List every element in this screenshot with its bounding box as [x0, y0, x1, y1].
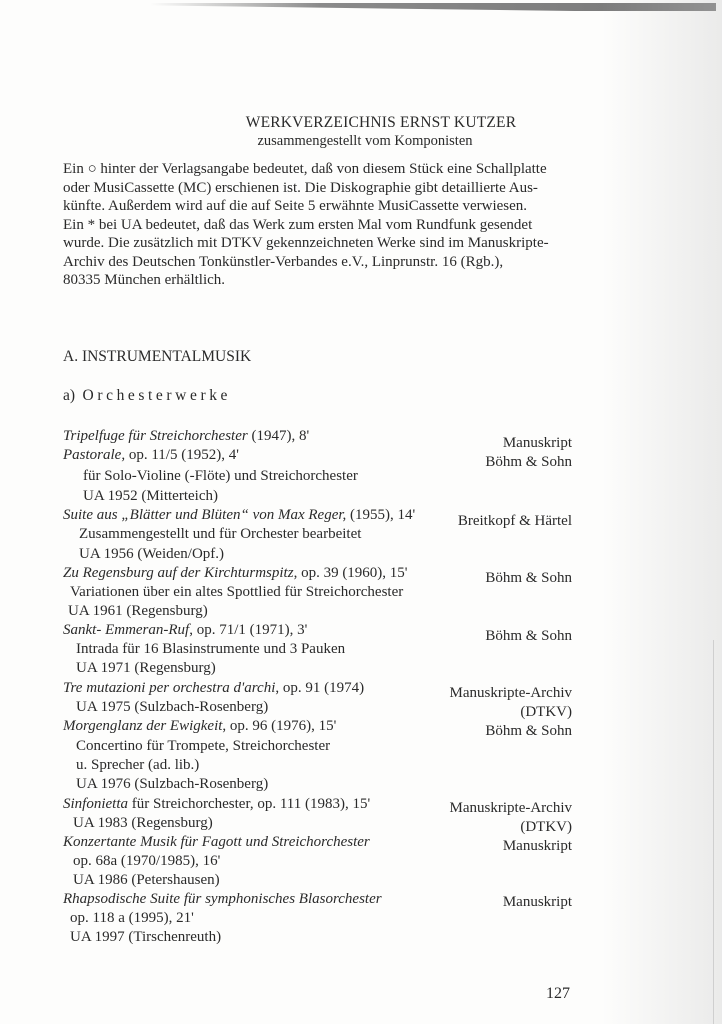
- page-number: 127: [546, 985, 570, 1002]
- work-title: [63, 507, 415, 524]
- work-title-meta: , op. 71/1 (1971), 3': [189, 622, 308, 638]
- work-publisher: [458, 512, 572, 531]
- work-detail: UA 1986 (Petershausen): [73, 872, 220, 888]
- work-publisher: [485, 627, 572, 646]
- work-detail: UA 1997 (Tirschenreuth): [70, 929, 222, 945]
- work-title-italic: Konzertante Musik für Fagott und Streichorchester: [63, 834, 370, 850]
- publisher-line: Manuskripte-Archiv: [449, 685, 572, 701]
- publisher-line: (DTKV): [520, 819, 572, 835]
- work-detail: Concertino für Trompete, Streichorchester: [76, 738, 331, 754]
- work-title-italic: Sankt- Emmeran-Ruf: [63, 622, 190, 638]
- publisher-line: Böhm & Sohn: [485, 570, 572, 586]
- work-title-meta: op. 11/5 (1952), 4': [125, 447, 239, 463]
- work-detail: op. 68a (1970/1985), 16': [73, 853, 221, 869]
- subsection-label: Orchesterwerke: [82, 387, 232, 404]
- publisher-line: Manuskript: [502, 435, 572, 451]
- scan-edge-bar: [150, 3, 716, 11]
- page-title: WERKVERZEICHNIS ERNST KUTZER: [245, 114, 517, 131]
- work-title-italic: Zu Regensburg auf der Kirchturmspitz: [63, 565, 294, 581]
- intro-line: Ein ○ hinter der Verlagsangabe bedeutet, daß von diesem Stück eine Schallplatte: [63, 161, 547, 177]
- work-title: [63, 718, 336, 735]
- publisher-line: Breitkopf & Härtel: [457, 513, 572, 529]
- work-title-meta: für Streichorchester, op. 111 (1983), 15': [128, 796, 371, 812]
- work-detail: Zusammengestellt und für Orchester bearbeitet: [79, 526, 362, 542]
- work-detail: für Solo-Violine (-Flöte) und Streichorchester: [83, 468, 358, 484]
- intro-line: wurde. Die zusätzlich mit DTKV gekennzeichneten Werke sind im Manuskripte-: [63, 235, 549, 251]
- work-detail: UA 1952 (Mitterteich): [83, 488, 218, 504]
- work-detail: UA 1971 (Regensburg): [76, 660, 216, 676]
- page-header: [0, 114, 722, 150]
- work-publisher: [485, 453, 572, 472]
- work-title-italic: Sinfonietta: [63, 796, 128, 812]
- work-title: [63, 428, 309, 445]
- work-title: [63, 680, 364, 697]
- work-title-italic: Tre mutazioni per orchestra d'archi: [63, 680, 276, 696]
- work-detail: op. 118 a (1995), 21': [70, 910, 194, 926]
- work-publisher: [503, 893, 572, 912]
- scan-edge-line: [713, 640, 714, 1024]
- work-title: [63, 891, 382, 908]
- page-subtitle: zusammengestellt vom Komponisten: [257, 133, 473, 149]
- work-title: [63, 565, 408, 582]
- intro-line: Archiv des Deutschen Tonkünstler-Verbandes e.V., Linprunstr. 16 (Rgb.),: [63, 253, 504, 270]
- work-title-meta: , op. 39 (1960), 15': [293, 565, 408, 581]
- intro-line: oder MusiCassette (MC) erschienen ist. Die Diskographie gibt detaillierte Aus-: [63, 179, 538, 196]
- work-title: [63, 796, 370, 813]
- work-title-italic: Rhapsodische Suite für symphonisches Blasorchester: [63, 891, 382, 907]
- work-detail: UA 1975 (Sulzbach-Rosenberg): [76, 699, 269, 715]
- section-heading: A. INSTRUMENTALMUSIK: [63, 348, 252, 365]
- subsection-heading: [63, 387, 231, 405]
- work-title-meta: , op. 91 (1974): [275, 680, 365, 696]
- work-title-meta: , op. 96 (1976), 15': [222, 718, 337, 734]
- work-title: [63, 834, 370, 851]
- work-publisher: [450, 684, 572, 741]
- work-title-meta: (1947), 8': [247, 428, 310, 444]
- work-publisher: [485, 569, 572, 588]
- publisher-line: Böhm & Sohn: [485, 723, 572, 739]
- intro-paragraph: [63, 160, 633, 290]
- subsection-prefix: a): [63, 387, 76, 404]
- work-detail: Intrada für 16 Blasinstrumente und 3 Pauken: [76, 641, 346, 657]
- work-detail: u. Sprecher (ad. lib.): [76, 757, 200, 773]
- intro-line: künfte. Außerdem wird auf die auf Seite 5 erwähnte MusiCassette verwiesen.: [63, 198, 528, 214]
- publisher-line: Manuskript: [502, 838, 572, 854]
- intro-line: Ein * bei UA bedeutet, daß das Werk zum ersten Mal vom Rundfunk gesendet: [63, 216, 533, 233]
- work-title: [63, 622, 307, 639]
- work-publisher: [450, 799, 572, 856]
- work-detail: UA 1983 (Regensburg): [73, 815, 213, 831]
- work-title-italic: Tripelfuge für Streichorchester: [63, 428, 248, 444]
- work-title: [63, 447, 239, 464]
- publisher-line: Böhm & Sohn: [485, 628, 572, 644]
- publisher-line: Manuskript: [502, 894, 572, 910]
- work-publisher: [503, 434, 572, 453]
- publisher-line: Böhm & Sohn: [485, 454, 572, 470]
- publisher-line: (DTKV): [520, 704, 572, 720]
- work-detail: Variationen über ein altes Spottlied für Streichorchester: [70, 584, 404, 600]
- work-title-italic: Suite aus „Blätter und Blüten“ von Max Reger,: [63, 507, 347, 523]
- work-title-italic: Morgenglanz der Ewigkeit: [63, 718, 223, 734]
- work-detail: UA 1976 (Sulzbach-Rosenberg): [76, 776, 269, 792]
- work-title-italic: Pastorale,: [63, 447, 126, 463]
- scan-shadow: [602, 0, 722, 1024]
- work-detail: UA 1956 (Weiden/Opf.): [79, 546, 225, 562]
- intro-line: 80335 München erhältlich.: [63, 272, 226, 288]
- work-detail: UA 1961 (Regensburg): [68, 603, 208, 619]
- work-title-meta: (1955), 14': [346, 507, 416, 523]
- publisher-line: Manuskripte-Archiv: [449, 800, 572, 816]
